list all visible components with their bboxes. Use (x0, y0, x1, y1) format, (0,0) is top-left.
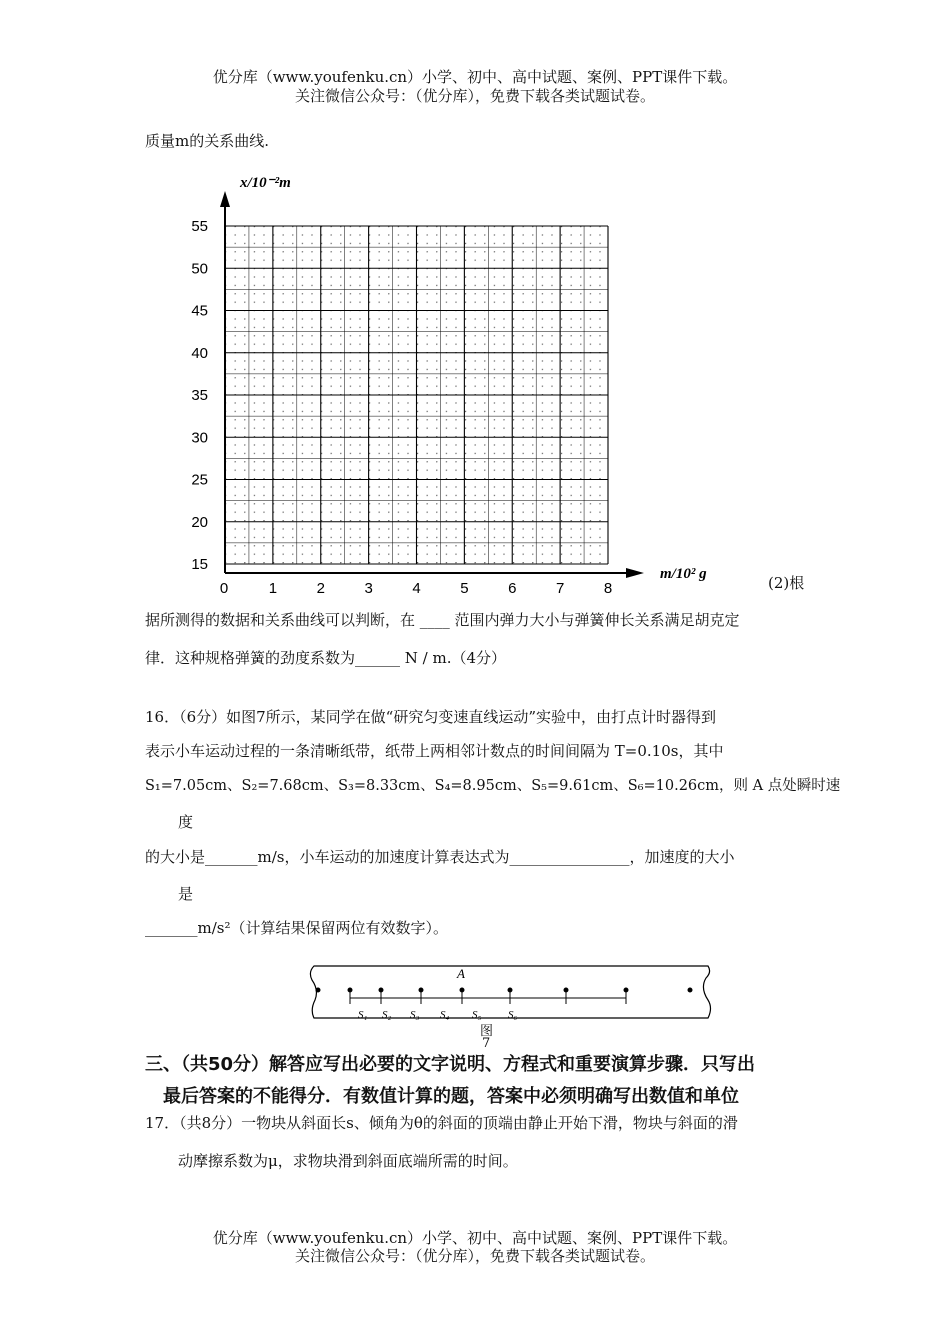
x-tick-label: 2 (316, 580, 325, 597)
tape-dot (379, 988, 383, 992)
footer-line-1: 优分库（www.youfenku.cn）小学、初中、高中试题、案例、PPT课件下载。 (212, 1229, 738, 1247)
header-line-1: 优分库（www.youfenku.cn）小学、初中、高中试题、案例、PPT课件下载。 (212, 68, 738, 86)
header-line-2: 关注微信公众号：（优分库），免费下载各类试题试卷。 (294, 87, 655, 105)
graph-grid (225, 226, 608, 564)
tape-dot (460, 988, 464, 992)
q15-line-1: 据所测得的数据和关系曲线可以判断，在 ____ 范围内弹力大小与弹簧伸长关系满足胡克定 (145, 611, 740, 629)
y-tick-label: 55 (191, 218, 208, 235)
q16-line-4: 的大小是_______m/s，小车运动的加速度计算表达式为________________，加速度的大小 (145, 848, 735, 866)
s6-label: S₆ (508, 1009, 518, 1021)
s5-label: S₅ (472, 1009, 482, 1021)
y-tick-label: 30 (191, 429, 208, 447)
figure-caption-bottom: 7 (482, 1036, 491, 1051)
s2-label: S₂ (382, 1009, 392, 1021)
tape-dot (564, 988, 568, 992)
y-tick-label: 25 (191, 471, 208, 489)
x-tick-label: 0 (219, 580, 229, 597)
y-tick-label: 35 (191, 387, 208, 404)
q16-line-2: 表示小车运动过程的一条清晰纸带，纸带上两相邻计数点的时间间隔为 T=0.10s，其中 (145, 742, 724, 760)
y-tick-label: 50 (191, 260, 208, 278)
q15-line-2: 律．这种规格弹簧的劲度系数为______ N / m.（4分） (145, 649, 507, 667)
y-tick-label: 45 (191, 302, 208, 320)
y-tick-label: 20 (191, 513, 208, 531)
q16-line-4b: 是 (178, 885, 194, 903)
x-tick-label: 5 (460, 580, 469, 597)
q17-line-2: 动摩擦系数为μ，求物块滑到斜面底端所需的时间。 (178, 1152, 518, 1170)
x-tick-label: 6 (508, 580, 517, 597)
tape-dot (688, 988, 692, 992)
q15-part2-label: (2)根 (768, 574, 805, 592)
intro-text: 质量m的关系曲线. (145, 132, 269, 150)
paper-tape-figure (300, 960, 720, 1030)
y-axis-label: x/10⁻²m (240, 175, 291, 191)
footer-line-2: 关注微信公众号：（优分库），免费下载各类试题试卷。 (294, 1247, 655, 1265)
x-m-graph (170, 165, 750, 605)
q16-line-5: _______m/s²（计算结果保留两位有效数字）。 (145, 919, 448, 937)
q17-line-1: 17．（共8分）一物块从斜面长s、倾角为θ的斜面的顶端由静止开始下滑，物块与斜面的滑 (145, 1114, 738, 1132)
q16-line-1: 16．（6分）如图7所示，某同学在做“研究匀变速直线运动”实验中，由打点计时器得到 (145, 708, 717, 726)
s4-label: S₄ (440, 1009, 450, 1021)
q16-line-3b: 度 (178, 813, 194, 831)
tape-dot (624, 988, 628, 992)
s1-label: S₁ (358, 1009, 368, 1021)
section3-line-1: 三、（共50分）解答应写出必要的文字说明、方程式和重要演算步骤．只写出 (145, 1054, 756, 1075)
x-tick-label: 8 (603, 580, 613, 597)
y-axis-arrow-icon (220, 191, 230, 207)
point-a-label: A (457, 966, 465, 981)
figure-caption-top: 图 (480, 1024, 494, 1039)
tape-dot (508, 988, 512, 992)
y-tick-label: 40 (191, 344, 208, 362)
y-tick-label: 15 (191, 556, 208, 573)
q16-line-3: S₁=7.05cm、S₂=7.68cm、S₃=8.33cm、S₄=8.95cm、S₅=9.61cm、S₆=10.26cm，则 A 点处瞬时速 (145, 778, 841, 794)
x-tick-label: 3 (364, 580, 373, 597)
tape-dot (419, 988, 423, 992)
tape-dot (348, 988, 352, 992)
section3-line-2: 最后答案的不能得分．有数值计算的题，答案中必须明确写出数值和单位 (163, 1086, 739, 1107)
x-tick-label: 4 (412, 580, 421, 597)
x-tick-label: 7 (555, 580, 565, 597)
x-axis-arrow-icon (626, 568, 644, 578)
s3-label: S₃ (410, 1009, 420, 1021)
tape-dot (316, 988, 320, 992)
x-axis-label: m/10² g (660, 566, 707, 582)
x-tick-label: 1 (268, 580, 278, 597)
